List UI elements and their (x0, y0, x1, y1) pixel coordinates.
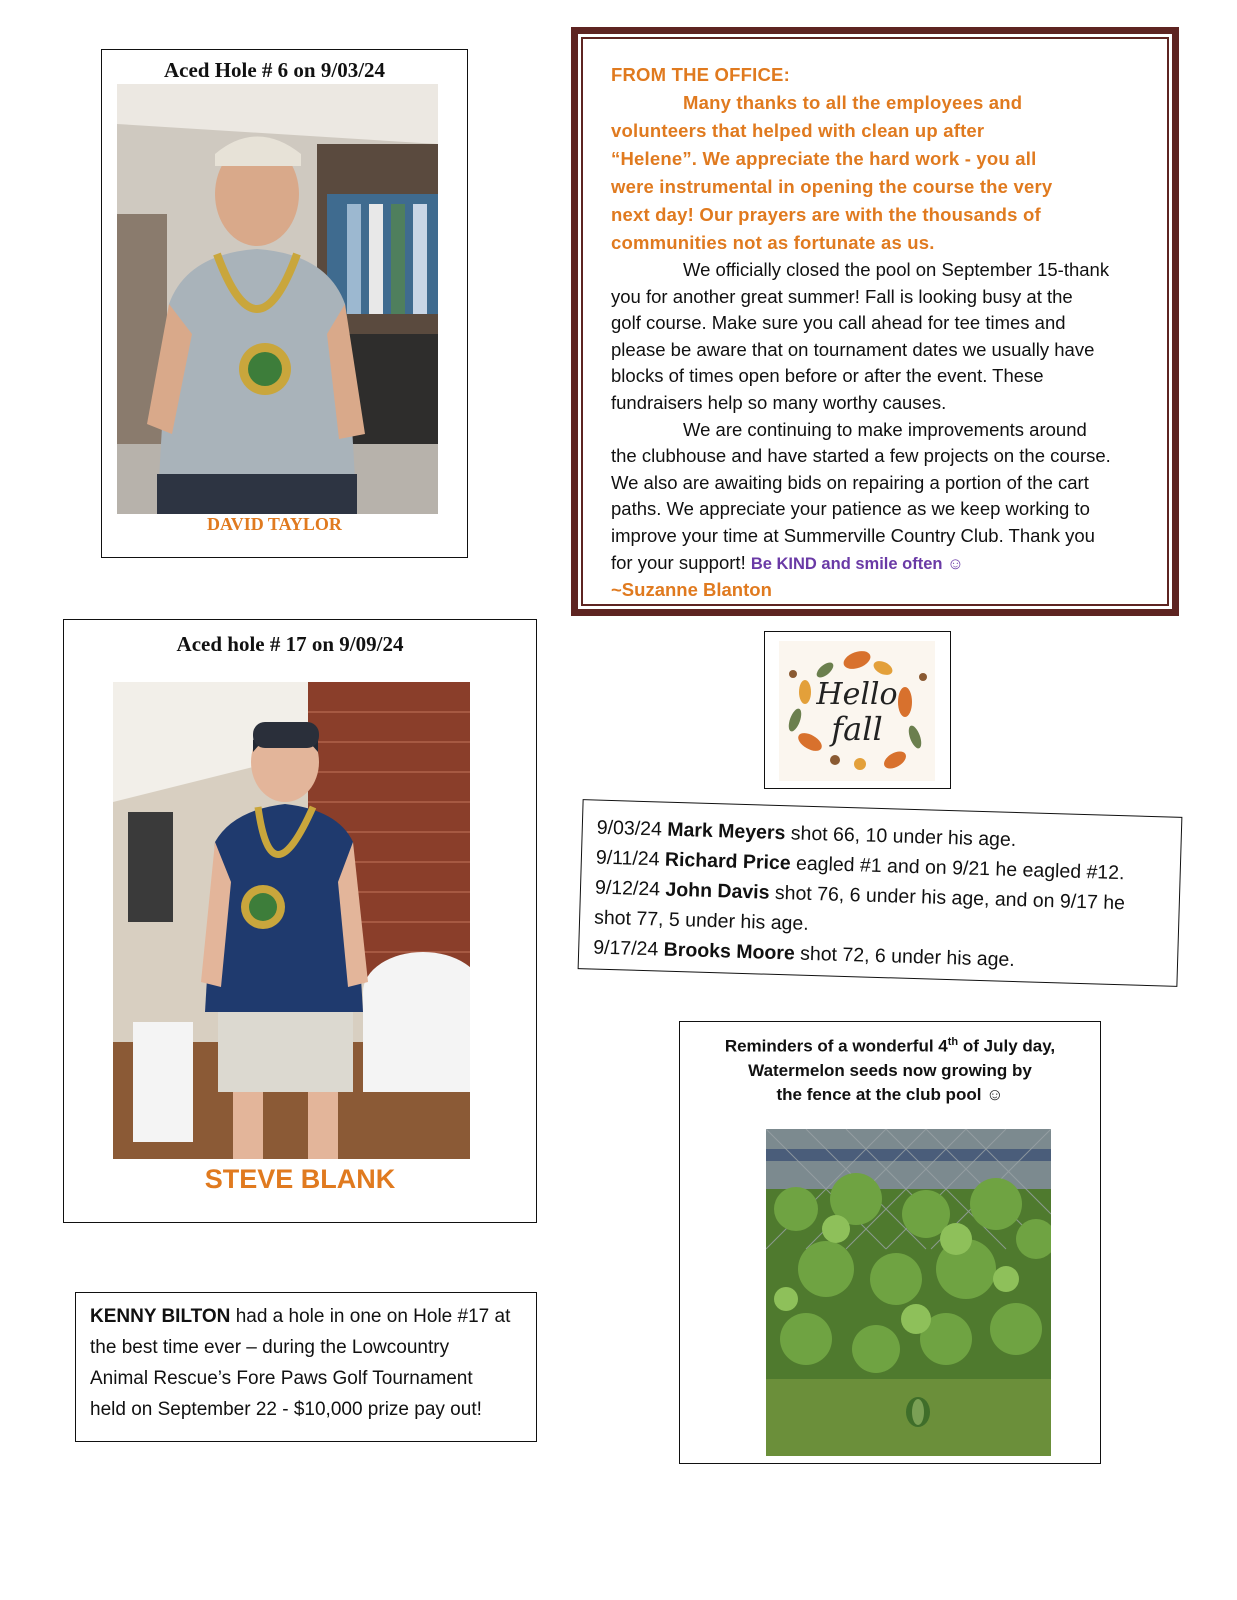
photo-david-taylor (117, 84, 438, 514)
office-paragraph-2: We are continuing to make improvements around the clubhouse and have started a few projects on the course. We also are awaiting bids on repairing a portion of the cart paths. We appreciate your patience as we keep working to improve your time at Summerville Country Club. Thank you for your support! Be KIND and smile often ☺ (611, 418, 1111, 573)
photo-steve-blank (113, 682, 470, 1159)
photo-watermelon-vines (766, 1129, 1051, 1456)
kenny-hole-in-one-note: KENNY BILTON had a hole in one on Hole #17 at the best time ever – during the Lowcountry Animal Rescue’s Fore Paws Golf Tournament held on September 22 - $10,000 prize pay out! (75, 1292, 537, 1442)
scores-list (578, 799, 1183, 987)
ace-card-steve-blank (63, 619, 537, 1223)
ace-card-david-taylor (101, 49, 468, 558)
office-paragraph-1: We officially closed the pool on September 15-thank you for another great summer! Fall is looking busy at the golf course. Make sure you call ahead for tee times and please be aware that on tournament dates we usually have blocks of times open before or after the event. These fundraisers help so many worthy causes. (611, 259, 1110, 413)
score-line: 9/03/24 Mark Meyers shot 66, 10 under his age. (596, 816, 1017, 852)
score-line: shot 77, 5 under his age. (593, 906, 810, 935)
kind-text: Be KIND and smile often ☺ (750, 554, 964, 573)
ace-title: Aced hole # 17 on 9/09/24 (176, 632, 404, 656)
hello-fall-graphic (764, 631, 951, 789)
reminder-caption: Reminders of a wonderful 4th of July day, Watermelon seeds now growing by the fence at the club pool ☺ (724, 1036, 1056, 1104)
hello-text: Hello (816, 677, 898, 712)
score-line: 9/12/24 John Davis shot 76, 6 under his age, and on 9/17 he (594, 876, 1126, 915)
office-note (571, 27, 1179, 616)
office-bold-text: Many thanks to all the employees and volunteers that helped with clean up after “Helene”. We appreciate the hard work - you all were instrumental in opening the course the very next day! Our prayers are with the thousands of communities not as fortunate as us. (611, 92, 1053, 253)
office-heading: FROM THE OFFICE: (611, 64, 790, 85)
score-line: 9/17/24 Brooks Moore shot 72, 6 under his age. (592, 936, 1016, 972)
kenny-name: KENNY BILTON (90, 1306, 231, 1327)
score-line: 9/11/24 Richard Price eagled #1 and on 9/21 he eagled #12. (595, 846, 1125, 885)
office-signature: ~Suzanne Blanton (611, 579, 772, 601)
fall-text: fall (831, 710, 883, 748)
ace-name: STEVE BLANK (204, 1164, 396, 1194)
ace-name: DAVID TAYLOR (207, 514, 342, 534)
reminder-card (679, 1021, 1101, 1464)
ace-title: Aced Hole # 6 on 9/03/24 (163, 58, 386, 82)
